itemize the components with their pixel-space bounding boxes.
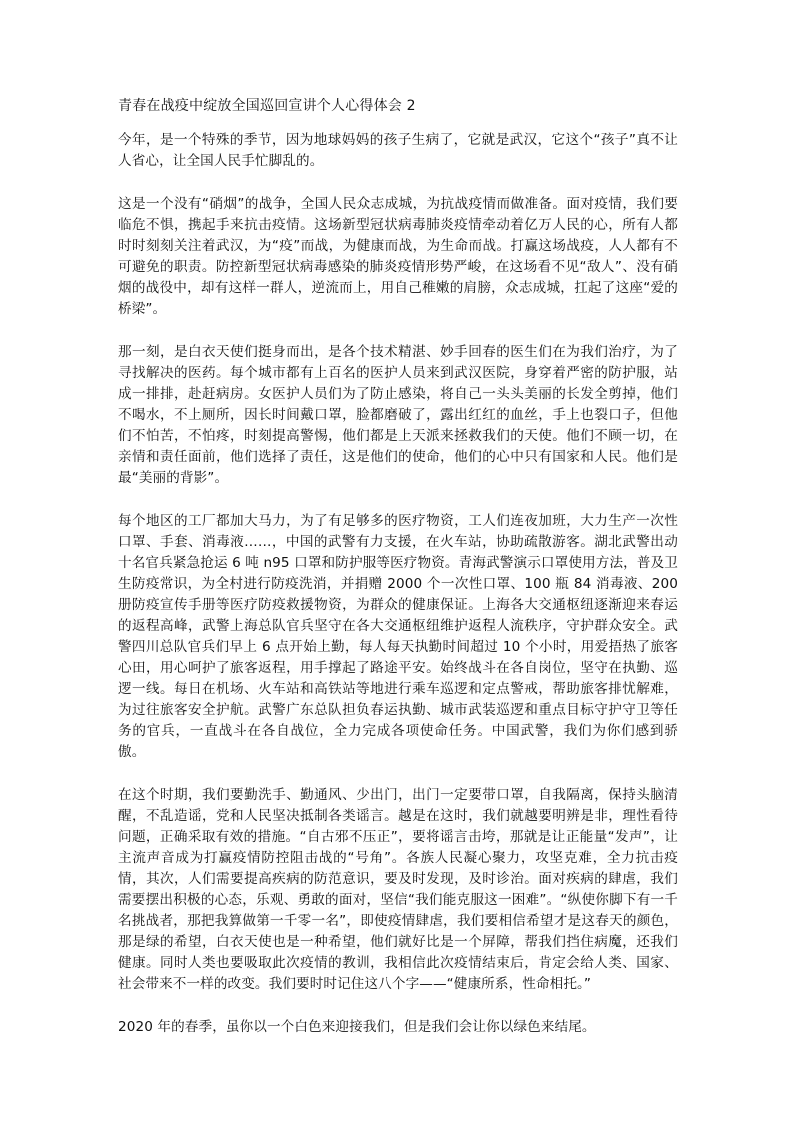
document-title: 青春在战疫中绽放全国巡回宣讲个人心得体会 2 xyxy=(118,98,416,114)
paragraph-2: 这是一个没有“硝烟”的战争，全国人民众志成城，为抗战疫情而做准备。面对疫情，我们要临危不惧，携起手来抗击疫情。这场新型冠状病毒肺炎疫情牵动着亿万人民的心，所有人都时时刻刻关注着武汉，为“疫”而战，为健康而战，为生命而战。打赢这场战疫，人人都有不可避免的职责。防控新型冠状病毒感染的肺炎疫情形势严峻，在这场看不见“敌人”、没有硝烟的战役中，却有这样一群人，逆流而上，用自己稚嫩的肩膀，众志成城，扛起了这座“爱的桥梁”。 xyxy=(118,196,678,317)
document-page xyxy=(118,96,678,1060)
paragraph-4: 每个地区的工厂都加大马力，为了有足够多的医疗物资，工人们连夜加班，大力生产一次性口罩、手套、消毒液……，中国的武警有力支援，在火车站，协助疏散游客。湖北武警出动十名官兵紧急抢运 6 吨 n95 口罩和防护服等医疗物资。青海武警演示口罩使用方法，普及卫生防疫常识，为全村进行防疫洗消，并捐赠 2000 个一次性口罩、100 瓶 84 消毒液、200 册防疫宣传手册等医疗防疫救援物资，为群众的健康保证。上海各大交通枢纽逐渐迎来春运的返程高峰，武警上海总队官兵坚守在各大交通枢纽维护返程人流秩序，守护群众安全。武警四川总队官兵们早上 6 点开始上勤，每人每天执勤时间超过 10 个小时，用爱捂热了旅客心田，用心呵护了旅客返程，用手撑起了路途平安。始终战斗在各自岗位，坚守在执勤、巡逻一线。每日在机场、火车站和高铁站等地进行乘车巡逻和定点警戒，帮助旅客排忧解难，为过往旅客安全护航。武警广东总队担负春运执勤、城市武装巡逻和重点目标守护守卫等任务的官兵，一直战斗在各自战位，全力完成各项使命任务。中国武警，我们为你们感到骄傲。 xyxy=(118,513,678,760)
paragraph-5: 在这个时期，我们要勤洗手、勤通风、少出门，出门一定要带口罩，自我隔离，保持头脑清醒，不乱造谣，党和人民坚决抵制各类谣言。越是在这时，我们就越要明辨是非，理性看待问题，正确采取有效的措施。“自古邪不压正”，要将谣言击垮，那就是让正能量“发声”，让主流声音成为打赢疫情防控阻击战的“号角”。各族人民凝心聚力，攻坚克难，全力抗击疫情，其次，人们需要提高疾病的防范意识，要及时发现，及时诊治。面对疾病的肆虐，我们需要摆出积极的心态，乐观、勇敢的面对，坚信“我们能克服这一困难”。“纵使你脚下有一千名挑战者，那把我算做第一千零一名”，即使疫情肆虐，我们要相信希望才是这春天的颜色，那是绿的希望，白衣天使也是一种希望，他们就好比是一个屏障，帮我们挡住病魔，还我们健康。同时人类也要吸取此次疫情的教训，我相信此次疫情结束后，肯定会给人类、国家、社会带来不一样的改变。我们要时时记住这八个字——“健康所系，性命相托。” xyxy=(118,787,678,992)
paragraph-3: 那一刻，是白衣天使们挺身而出，是各个技术精湛、妙手回春的医生们在为我们治疗，为了寻找解决的医药。每个城市都有上百名的医护人员来到武汉医院，身穿着严密的防护服，站成一排排，赴赶病房。女医护人员们为了防止感染，将自己一头头美丽的长发全剪掉，他们不喝水，不上厕所，因长时间戴口罩，脸都磨破了，露出红红的血丝，手上也裂口子，但他们不怕苦，不怕疼，时刻提高警惕，他们都是上天派来拯救我们的天使。他们不顾一切，在亲情和责任面前，他们选择了责任，这是他们的使命，他们的心中只有国家和人民。他们是最“美丽的背影”。 xyxy=(118,344,678,486)
paragraph-1: 今年，是一个特殊的季节，因为地球妈妈的孩子生病了，它就是武汉，它这个“孩子”真不让人省心，让全国人民手忙脚乱的。 xyxy=(118,132,678,169)
paragraph-6: 2020 年的春季，虽你以一个白色来迎接我们，但是我们会让你以绿色来结尾。 xyxy=(118,1019,596,1035)
